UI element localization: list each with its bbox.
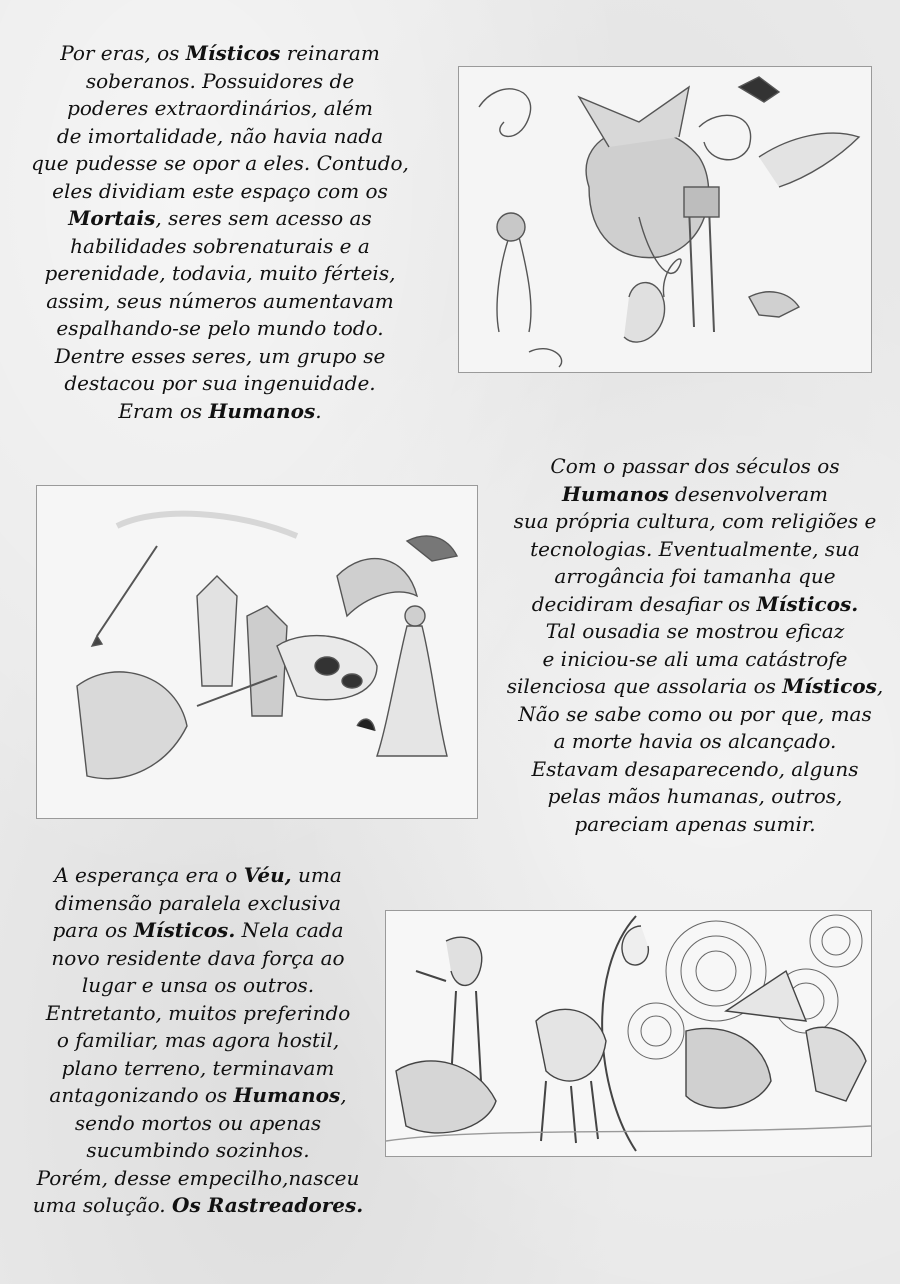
illustration-the-veil — [385, 910, 872, 1157]
text-line: arrogância foi tamanha que — [554, 564, 836, 588]
text-line: Eram os Humanos. — [118, 398, 322, 423]
text-line: Mortais, seres sem acesso as — [68, 206, 372, 230]
text-line: lugar e unsa os outros. — [81, 973, 315, 997]
text-block-veil — [28, 862, 368, 1220]
text-line: dimensão paralela exclusiva — [54, 890, 342, 915]
text-line: uma solução. Os Rastreadores. — [32, 1193, 364, 1217]
text-line: Não se sabe como ou por que, mas — [518, 701, 872, 726]
pencil-sketch-battle — [37, 486, 477, 818]
text-line: espalhando-se pelo mundo todo. — [56, 316, 384, 340]
text-line: Tal ousadia se mostrou eficaz — [545, 619, 845, 643]
text-line: tecnologias. Eventualmente, sua — [530, 536, 860, 561]
pencil-sketch-creatures — [459, 67, 871, 372]
text-block-intro — [30, 40, 410, 425]
text-line: habilidades sobrenaturais e a — [70, 233, 370, 258]
text-line: Por eras, os Místicos reinaram — [60, 41, 380, 65]
text-line: plano terreno, terminavam — [61, 1055, 335, 1080]
text-line: Com o passar dos séculos os — [550, 454, 840, 478]
text-line: pelas mãos humanas, outros, — [547, 784, 843, 808]
text-line: eles dividiam este espaço com os — [52, 178, 388, 203]
text-line: para os Místicos. Nela cada — [52, 918, 344, 942]
illustration-mystic-creatures — [458, 66, 872, 373]
text-line: que pudesse se opor a eles. Contudo, — [31, 151, 409, 175]
text-line: destacou por sua ingenuidade. — [64, 371, 376, 395]
text-line: pareciam apenas sumir. — [574, 811, 816, 836]
text-line: o familiar, mas agora hostil, — [56, 1028, 340, 1052]
text-block-humans — [500, 453, 890, 838]
pencil-sketch-veil — [386, 911, 871, 1156]
text-line: Estavam desaparecendo, alguns — [531, 756, 859, 781]
text-line: Dentre esses seres, um grupo se — [54, 343, 386, 368]
text-line: Entretanto, muitos preferindo — [45, 1000, 351, 1025]
text-line: A esperança era o Véu, uma — [54, 863, 342, 887]
text-line: sendo mortos ou apenas — [74, 1110, 322, 1135]
text-line: e iniciou-se ali uma catástrofe — [542, 646, 848, 671]
text-line: Porém, desse empecilho,nasceu — [36, 1165, 360, 1190]
text-line: silenciosa que assolaria os Místicos, — [506, 674, 884, 698]
text-line: assim, seus números aumentavam — [46, 288, 394, 313]
illustration-humans-vs-mystics — [36, 485, 478, 819]
text-line: a morte havia os alcançado. — [553, 729, 837, 753]
text-line: perenidade, todavia, muito férteis, — [44, 261, 396, 285]
text-line: sucumbindo sozinhos. — [86, 1138, 310, 1162]
text-line: de imortalidade, não havia nada — [56, 123, 384, 148]
text-line: antagonizando os Humanos, — [49, 1083, 347, 1107]
text-line: novo residente dava força ao — [51, 945, 345, 970]
text-line: Humanos desenvolveram — [562, 481, 828, 506]
text-line: decidiram desafiar os Místicos. — [531, 591, 859, 616]
text-line: soberanos. Possuidores de — [85, 68, 355, 93]
text-line: poderes extraordinários, além — [67, 96, 373, 120]
text-line: sua própria cultura, com religiões e — [513, 509, 877, 533]
